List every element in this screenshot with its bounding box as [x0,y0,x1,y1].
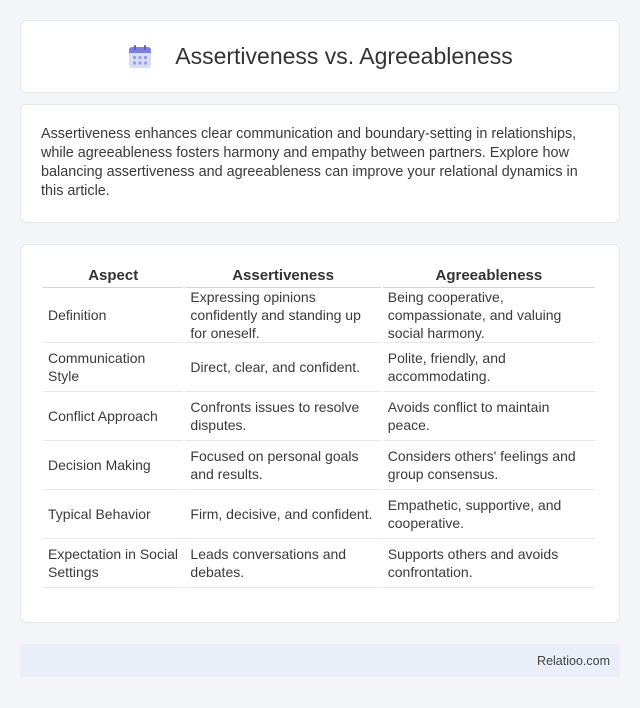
row-agreeableness: Polite, friendly, and accommodating. [383,343,595,392]
comparison-card [20,244,620,623]
calendar-icon [127,44,153,70]
row-aspect: Expectation in Social Settings [43,539,183,588]
row-agreeableness: Avoids conflict to maintain peace. [383,392,595,441]
row-aspect: Decision Making [43,441,183,490]
footer [20,644,620,677]
row-agreeableness: Being cooperative, compassionate, and valuing social harmony. [383,288,595,343]
title-row [127,43,513,70]
header-aspect: Aspect [43,265,183,288]
row-agreeableness: Empathetic, supportive, and cooperative. [383,490,595,539]
row-aspect: Definition [43,288,183,343]
title-card [20,20,620,93]
row-assertiveness: Confronts issues to resolve disputes. [185,392,380,441]
table-header-row [43,265,595,288]
row-aspect: Typical Behavior [43,490,183,539]
footer-site-name: Relatioo.com [537,653,610,668]
table-row [43,441,595,490]
row-agreeableness: Supports others and avoids confrontation. [383,539,595,588]
table-row [43,288,595,343]
header-agreeableness: Agreeableness [383,265,595,288]
page-title: Assertiveness vs. Agreeableness [175,43,513,69]
row-assertiveness: Expressing opinions confidently and standing up for oneself. [185,288,380,343]
intro-paragraph: Assertiveness enhances clear communication and boundary-setting in relationships, while agreeableness fosters harmony and empathy between partners. Explore how balancing assertiveness and agreeableness can improve your relational dynamics in this article. [41,126,578,199]
table-row [43,392,595,441]
row-assertiveness: Focused on personal goals and results. [185,441,380,490]
table-row [43,490,595,539]
header-assertiveness: Assertiveness [185,265,380,288]
row-assertiveness: Firm, decisive, and confident. [185,490,380,539]
table-row [43,539,595,588]
row-aspect: Communication Style [43,343,183,392]
row-agreeableness: Considers others' feelings and group consensus. [383,441,595,490]
intro-card [20,104,620,223]
row-aspect: Conflict Approach [43,392,183,441]
row-assertiveness: Leads conversations and debates. [185,539,380,588]
table-row [43,343,595,392]
row-assertiveness: Direct, clear, and confident. [185,343,380,392]
comparison-table [41,265,597,588]
